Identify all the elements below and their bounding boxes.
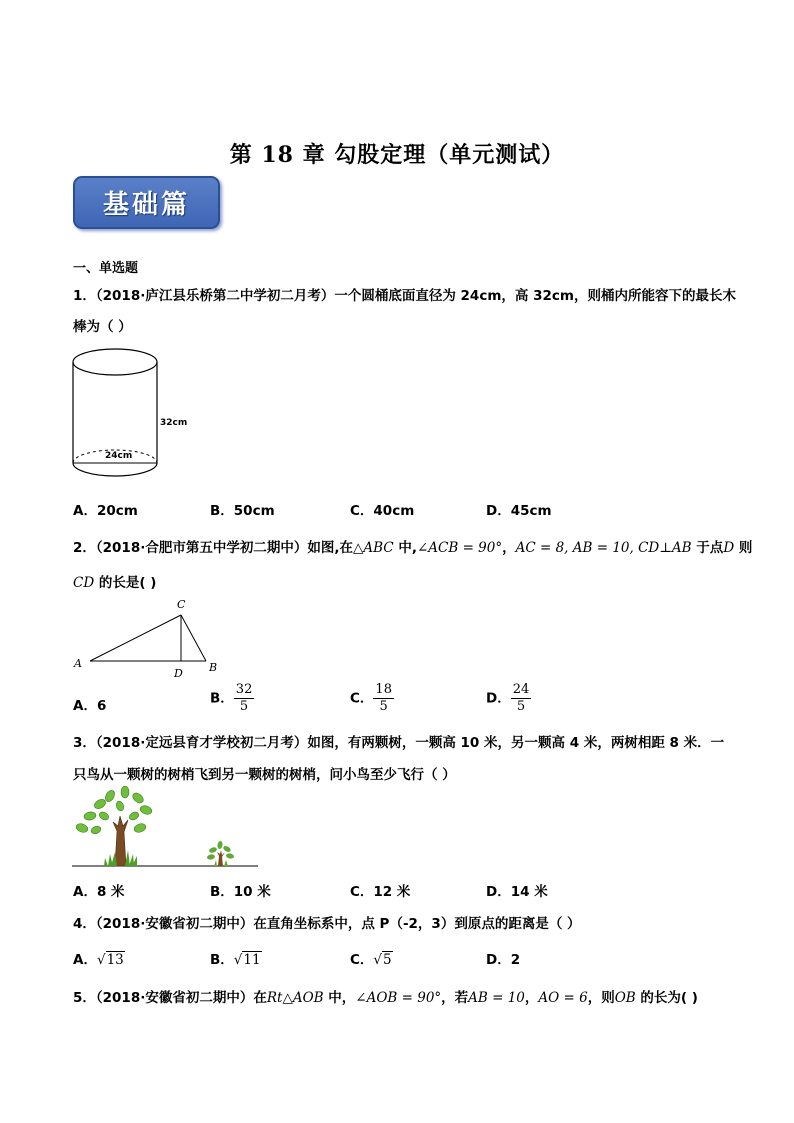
q4-line1: 4．（2018·安徽省初二期中）在直角坐标系中，点 P（-2，3）到原点的距离是（ ） [73,916,581,932]
q4-option-c: C．√5 [350,952,392,968]
q1-line1: 1．（2018·庐江县乐桥第二中学初二月考）一个圆桶底面直径为 24cm，高 32cm，则桶内所能容下的最长木 [73,288,736,304]
q5-line1: 5．（2018·安徽省初二期中）在Rt△AOB 中，∠AOB = 90°，若AB = 10，AO = 6，则OB 的长为( ) [73,990,698,1006]
vertex-b-label: B [209,661,218,674]
cylinder-height-label: 32cm [160,418,188,428]
cylinder-figure [70,345,200,480]
q4-option-b: B．√11 [210,952,261,968]
q2-option-d: D． $\frac{24}{5}$ [486,682,530,714]
trees-figure [70,786,265,871]
q4-option-d: D．2 [486,952,521,968]
q2-option-b: B． $\frac{32}{5}$ [210,682,253,714]
cylinder-diameter-label: 24cm [105,451,133,461]
q1-option-a: A．20cm [73,503,138,519]
q3-option-b: B．10 米 [210,884,271,900]
q1-option-c: C．40cm [350,503,415,519]
q2-line1: 2．（2018·合肥市第五中学初二期中）如图,在△ABC 中,∠ACB = 90°，AC = 8, AB = 10, CD⊥AB 于点D 则 [73,540,753,556]
q3-option-d: D．14 米 [486,884,548,900]
q1-option-b: B．50cm [210,503,275,519]
q4-option-a: A．√13 [73,952,124,968]
triangle-figure [70,594,230,684]
q3-line1: 3．（2018·定远县育才学校初二月考）如图，有两颗树，一颗高 10 米，另一颗高 4 米，两树相距 8 米．一 [73,735,725,751]
q2-option-a: A．6 [73,698,107,714]
vertex-a-label: A [74,657,82,670]
section-heading: 一、单选题 [73,261,139,276]
q3-line2: 只鸟从一颗树的树梢飞到另一颗树的树梢，问小鸟至少飞行（ ） [73,767,456,783]
q1-option-d: D．45cm [486,503,552,519]
vertex-d-label: D [174,667,183,680]
level-badge: 基础篇 [73,176,220,229]
q2-line2: CD 的长是( ) [73,575,157,591]
vertex-c-label: C [177,598,186,611]
q1-line2: 棒为（ ） [73,319,132,335]
q2-option-c: C． $\frac{18}{5}$ [350,682,392,714]
page-title: 第 18 章 勾股定理（单元测试） [229,142,565,168]
q3-option-a: A．8 米 [73,884,125,900]
q3-option-c: C．12 米 [350,884,411,900]
